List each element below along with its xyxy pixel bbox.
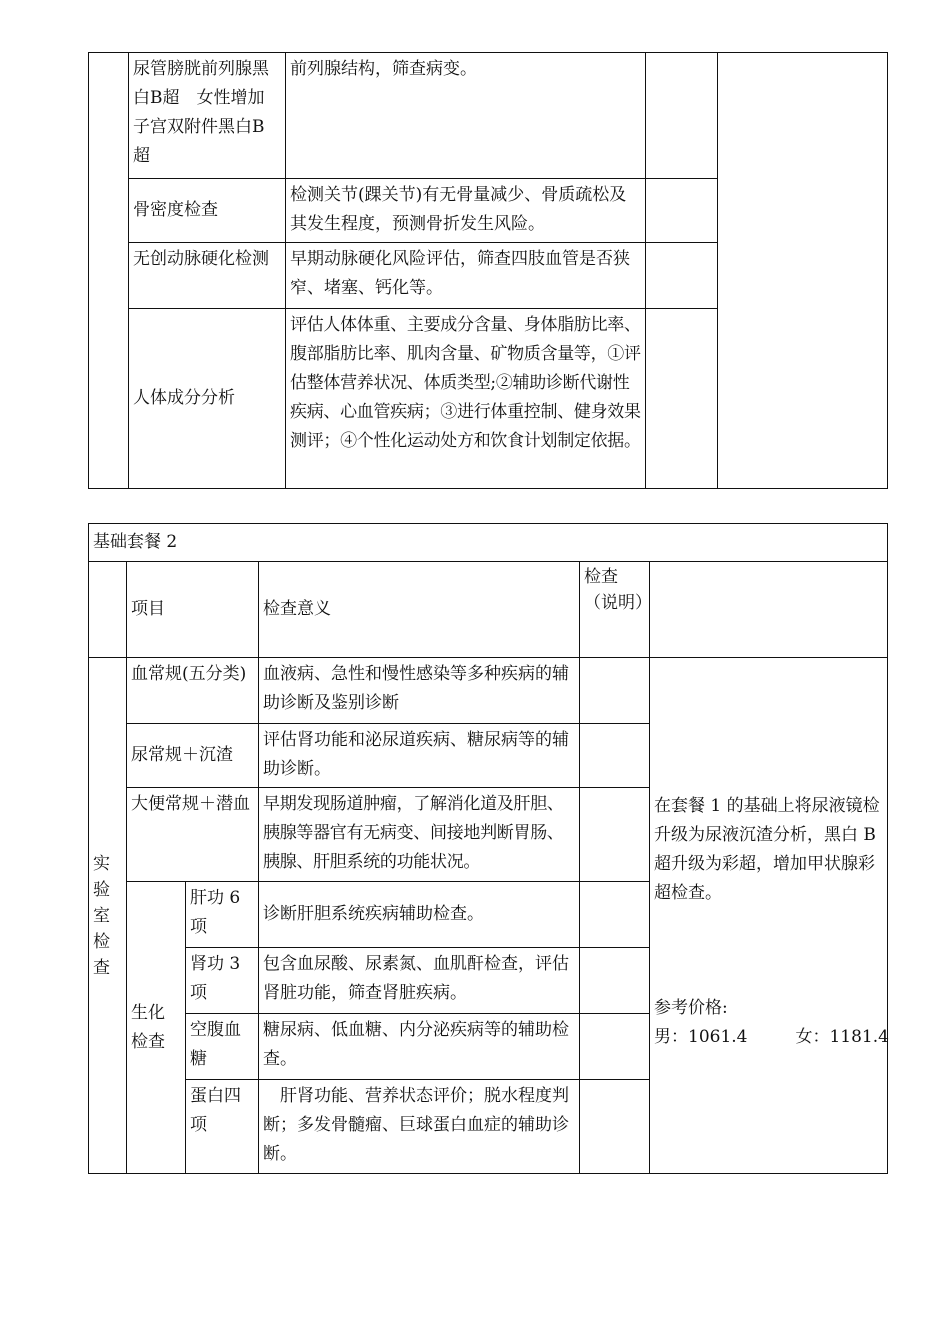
header-item: 项目 bbox=[127, 562, 259, 658]
header-meaning: 检查意义 bbox=[259, 562, 580, 658]
note-cell bbox=[646, 309, 718, 489]
item-cell: 尿常规＋沉渣 bbox=[127, 724, 259, 788]
package2-table bbox=[88, 523, 888, 1174]
meaning-cell: 评估人体体重、主要成分含量、身体脂肪比率、腹部脂肪比率、肌肉含量、矿物质含量等，①评估整体营养状况、体质类型;②辅助诊断代谢性疾病、心血管疾病；③进行体重控制、健身效果测评；④个性化运动处方和饮食计划制定依据。 bbox=[286, 309, 646, 489]
item-cell: 骨密度检查 bbox=[129, 179, 286, 243]
note-cell bbox=[580, 1080, 650, 1174]
meaning-cell: 肝肾功能、营养状态评价；脱水程度判断；多发骨髓瘤、巨球蛋白血症的辅助诊断。 bbox=[259, 1080, 580, 1174]
item-cell: 空腹血糖 bbox=[186, 1014, 259, 1080]
note-cell bbox=[580, 724, 650, 788]
note-cell bbox=[580, 788, 650, 882]
description-cell-empty bbox=[718, 53, 888, 489]
note-cell bbox=[580, 948, 650, 1014]
item-cell: 无创动脉硬化检测 bbox=[129, 243, 286, 309]
meaning-cell: 早期动脉硬化风险评估，筛查四肢血管是否狭窄、堵塞、钙化等。 bbox=[286, 243, 646, 309]
category-cell bbox=[89, 658, 127, 1174]
item-cell: 肾功 3 项 bbox=[186, 948, 259, 1014]
subcategory-cell bbox=[127, 882, 186, 1174]
price-male: 男：1061.4 bbox=[654, 1027, 748, 1047]
meaning-cell: 血液病、急性和慢性感染等多种疾病的辅助诊断及鉴别诊断 bbox=[259, 658, 580, 724]
note-cell bbox=[580, 882, 650, 948]
header-empty-cell bbox=[89, 562, 127, 658]
item-cell: 肝功 6 项 bbox=[186, 882, 259, 948]
header-note: 检查（说明） bbox=[580, 562, 650, 658]
package-description: 在套餐 1 的基础上将尿液镜检升级为尿液沉渣分析，黑白 B 超升级为彩超，增加甲状腺彩超检查。 bbox=[654, 796, 880, 903]
meaning-cell: 前列腺结构，筛查病变。 bbox=[286, 53, 646, 179]
meaning-cell: 包含血尿酸、尿素氮、血肌酐检查，评估肾脏功能，筛查肾脏疾病。 bbox=[259, 948, 580, 1014]
note-cell bbox=[580, 658, 650, 724]
price-label: 参考价格: bbox=[654, 998, 728, 1018]
item-cell: 血常规(五分类) bbox=[127, 658, 259, 724]
category-label: 实验室检查 bbox=[93, 853, 110, 978]
note-cell bbox=[646, 53, 718, 179]
meaning-cell: 评估肾功能和泌尿道疾病、糖尿病等的辅助诊断。 bbox=[259, 724, 580, 788]
price-female: 女：1181.4 bbox=[795, 1027, 889, 1047]
note-cell bbox=[646, 243, 718, 309]
meaning-cell: 早期发现肠道肿瘤，了解消化道及肝胆、胰腺等器官有无病变、间接地判断胃肠、胰腺、肝胆系统的功能状况。 bbox=[259, 788, 580, 882]
item-cell: 尿管膀胱前列腺黑白B超 女性增加子宫双附件黑白B超 bbox=[129, 53, 286, 179]
note-cell bbox=[580, 1014, 650, 1080]
description-cell bbox=[650, 658, 888, 1174]
category-cell-empty bbox=[89, 53, 129, 489]
item-cell: 大便常规＋潜血 bbox=[127, 788, 259, 882]
table-title: 基础套餐 2 bbox=[89, 524, 888, 562]
note-cell bbox=[646, 179, 718, 243]
meaning-cell: 糖尿病、低血糖、内分泌疾病等的辅助检查。 bbox=[259, 1014, 580, 1080]
meaning-cell: 诊断肝胆系统疾病辅助检查。 bbox=[259, 882, 580, 948]
header-empty-cell bbox=[650, 562, 888, 658]
subcategory-label: 生化检查 bbox=[131, 1002, 165, 1052]
item-cell: 蛋白四项 bbox=[186, 1080, 259, 1174]
item-cell: 人体成分分析 bbox=[129, 309, 286, 489]
meaning-cell: 检测关节(踝关节)有无骨量减少、骨质疏松及其发生程度，预测骨折发生风险。 bbox=[286, 179, 646, 243]
package1-continuation-table bbox=[88, 52, 888, 489]
